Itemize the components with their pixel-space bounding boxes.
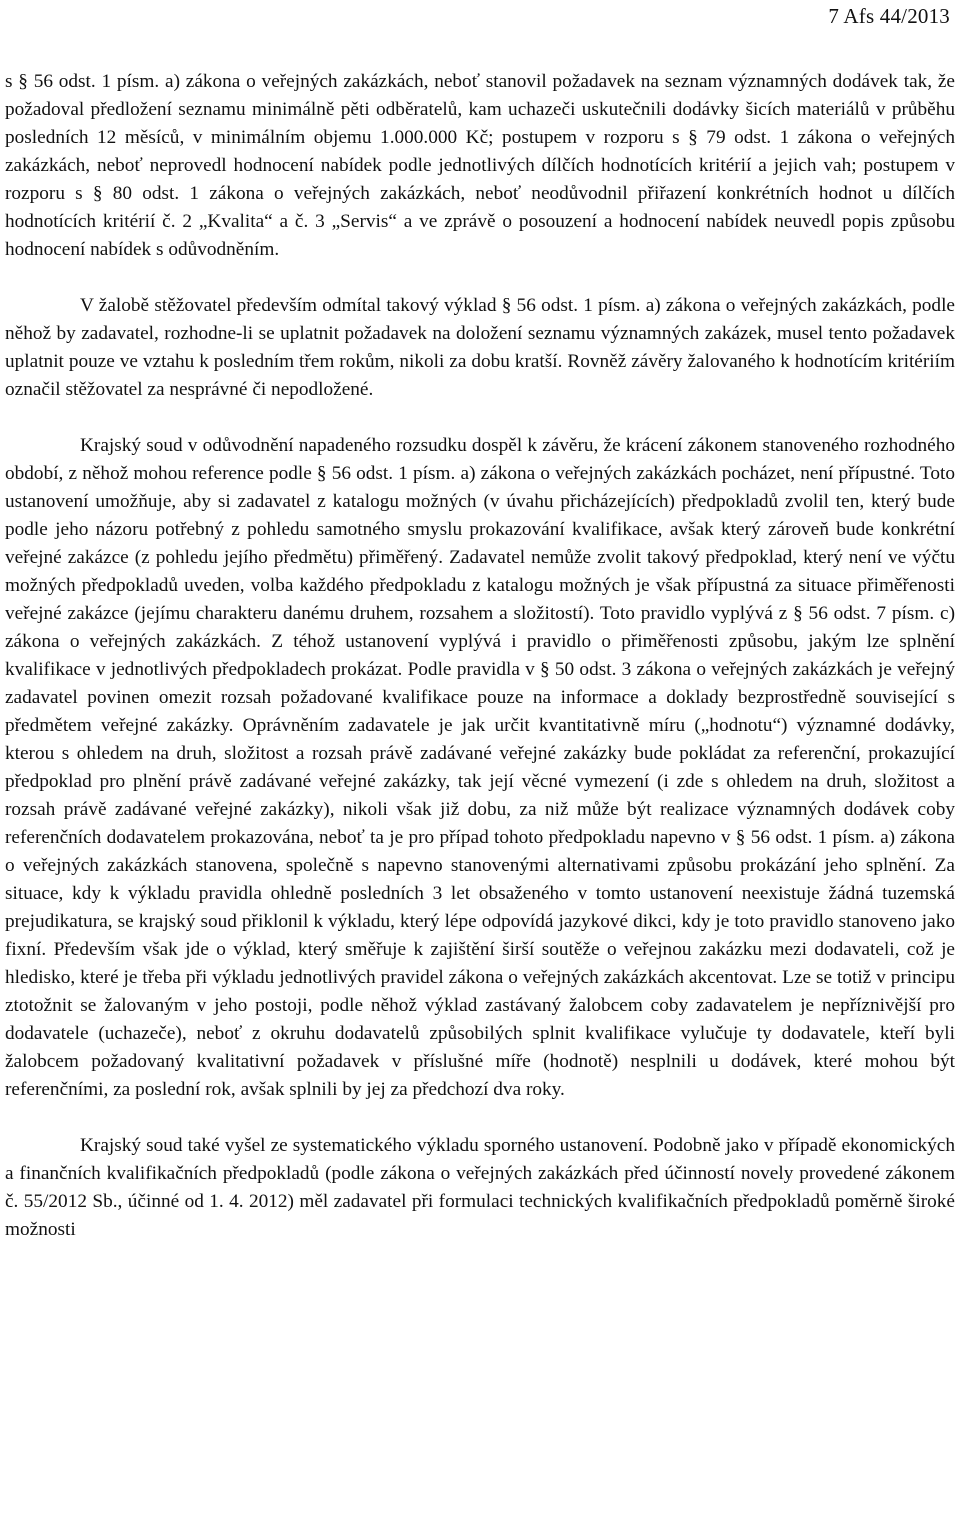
- page-number: 7 Afs 44/2013: [828, 4, 950, 28]
- paragraph-gap: [5, 1104, 955, 1132]
- paragraph-gap: [5, 404, 955, 432]
- paragraph-regional-court-reasoning: Krajský soud v odůvodnění napadeného rozsudku dospěl k závěru, že krácení zákonem stanoveného rozhodného období, z něhož mohou reference podle § 56 odst. 1 písm. a) zákona o veřejných zakázkách pocházet, není přípustné. Toto ustanovení umožňuje, aby si zadavatel z katalogu možných (v úvahu přicházejících) předpokladů zvolil ten, který bude podle jeho názoru potřebný z pohledu samotného smyslu prokazování kvalifikace, avšak který zároveň bude konkrétní veřejné zakázce (z pohledu jejího předmětu) přiměřený. Zadavatel nemůže zvolit takový předpoklad, který není ve výčtu možných předpokladů uveden, volba každého předpokladu z katalogu možných je však přípustná za situace přiměřenosti veřejné zakázce (jejímu charakteru danému druhem, rozsahem a složitostí). Toto pravidlo vyplývá z § 56 odst. 7 písm. c) zákona o veřejných zakázkách. Z téhož ustanovení vyplývá i pravidlo o přiměřenosti způsobu, jakým lze splnění kvalifikace v jednotlivých předpokladech prokázat. Podle pravidla v § 50 odst. 3 zákona o veřejných zakázkách je veřejný zadavatel povinen omezit rozsah požadované kvalifikace pouze na informace a doklady bezprostředně související s předmětem veřejné zakázky. Oprávněním zadavatele je jak určit kvantitativně míru („hodnotu“) významné dodávky, kterou s ohledem na druh, složitost a rozsah právě zadávané veřejné zakázky bude pokládat za referenční, prokazující předpoklad pro plnění právě zadávané veřejné zakázky, tak její věcné vymezení (i zde s ohledem na druh, složitost a rozsah právě zadávané veřejné zakázky), nikoli však již dobu, za niž může být realizace významných dodávek coby referenčních dodavatelem prokazována, neboť ta je pro případ tohoto předpokladu napevno v § 56 odst. 1 písm. a) zákona o veřejných zakázkách stanovena, společně s napevno stanovenými alternativami způsobu prokázání jeho splnění. Za situace, kdy k výkladu pravidla ohledně posledních 3 let obsaženého v tomto ustanovení neexistuje žádná tuzemská prejudikatura, se krajský soud přiklonil k výkladu, který lépe odpovídá jazykové dikci, kdy je toto pravidlo stanoveno jako fixní. Především však jde o výklad, který směřuje k zajištění širší soutěže o veřejnou zakázku mezi dodavateli, což je hledisko, které je třeba při výkladu jednotlivých pravidel zákona o veřejných zakázkách akcentovat. Lze se totiž v principu ztotožnit se žalovaným v jeho postoji, podle něhož výklad zastávaný žalobcem coby zadavatelem je nepříznivější pro dodavatele (uchazeče), neboť z okruhu dodavatelů způsobilých splnit kvalifikace vylučuje ty dodavatele, kteří byli žalobcem požadovaný kvalitativní požadavek v příslušné míře (hodnotě) nesplnili u dodávek, které mohou být referenčními, za poslední rok, avšak splnili by jej za předchozí dva roky.: [5, 435, 955, 1100]
- paragraph-systematic-interpretation: Krajský soud také vyšel ze systematického výkladu sporného ustanovení. Podobně jako v případě ekonomických a finančních kvalifikačních předpokladů (podle zákona o veřejných zakázkách před účinností novely provedené zákonem č. 55/2012 Sb., účinné od 1. 4. 2012) měl zadavatel při formulaci technických kvalifikačních předpokladů poměrně široké možnosti: [5, 1135, 955, 1240]
- paragraph-gap: [5, 264, 955, 292]
- paragraph-complaint-summary: V žalobě stěžovatel především odmítal takový výklad § 56 odst. 1 písm. a) zákona o veřejných zakázkách, podle něhož by zadavatel, rozhodne-li se uplatnit požadavek na doložení seznamu významných zakázek, musel tento požadavek uplatnit pouze ve vztahu k posledním třem rokům, nikoli za dobu kratší. Rovněž závěry žalovaného k hodnotícím kritériím označil stěžovatel za nesprávné či nepodložené.: [5, 295, 955, 400]
- paragraph-violations-list: s § 56 odst. 1 písm. a) zákona o veřejných zakázkách, neboť stanovil požadavek na seznam významných dodávek tak, že požadoval předložení seznamu minimálně pěti odběratelů, kam uchazeči uskutečnili dodávky šicích materiálů v průběhu posledních 12 měsíců, v minimálním objemu 1.000.000 Kč; postupem v rozporu s § 79 odst. 1 zákona o veřejných zakázkách, neboť neprovedl hodnocení nabídek podle jednotlivých dílčích hodnotících kritérií a jejich vah; postupem v rozporu s § 80 odst. 1 zákona o veřejných zakázkách, neboť neodůvodnil přiřazení konkrétních hodnot u dílčích hodnotících kritérií č. 2 „Kvalita“ a č. 3 „Servis“ a ve zprávě o posouzení a hodnocení nabídek neuvedl popis způsobu hodnocení nabídek s odůvodněním.: [5, 71, 955, 260]
- document-body: [5, 68, 955, 1244]
